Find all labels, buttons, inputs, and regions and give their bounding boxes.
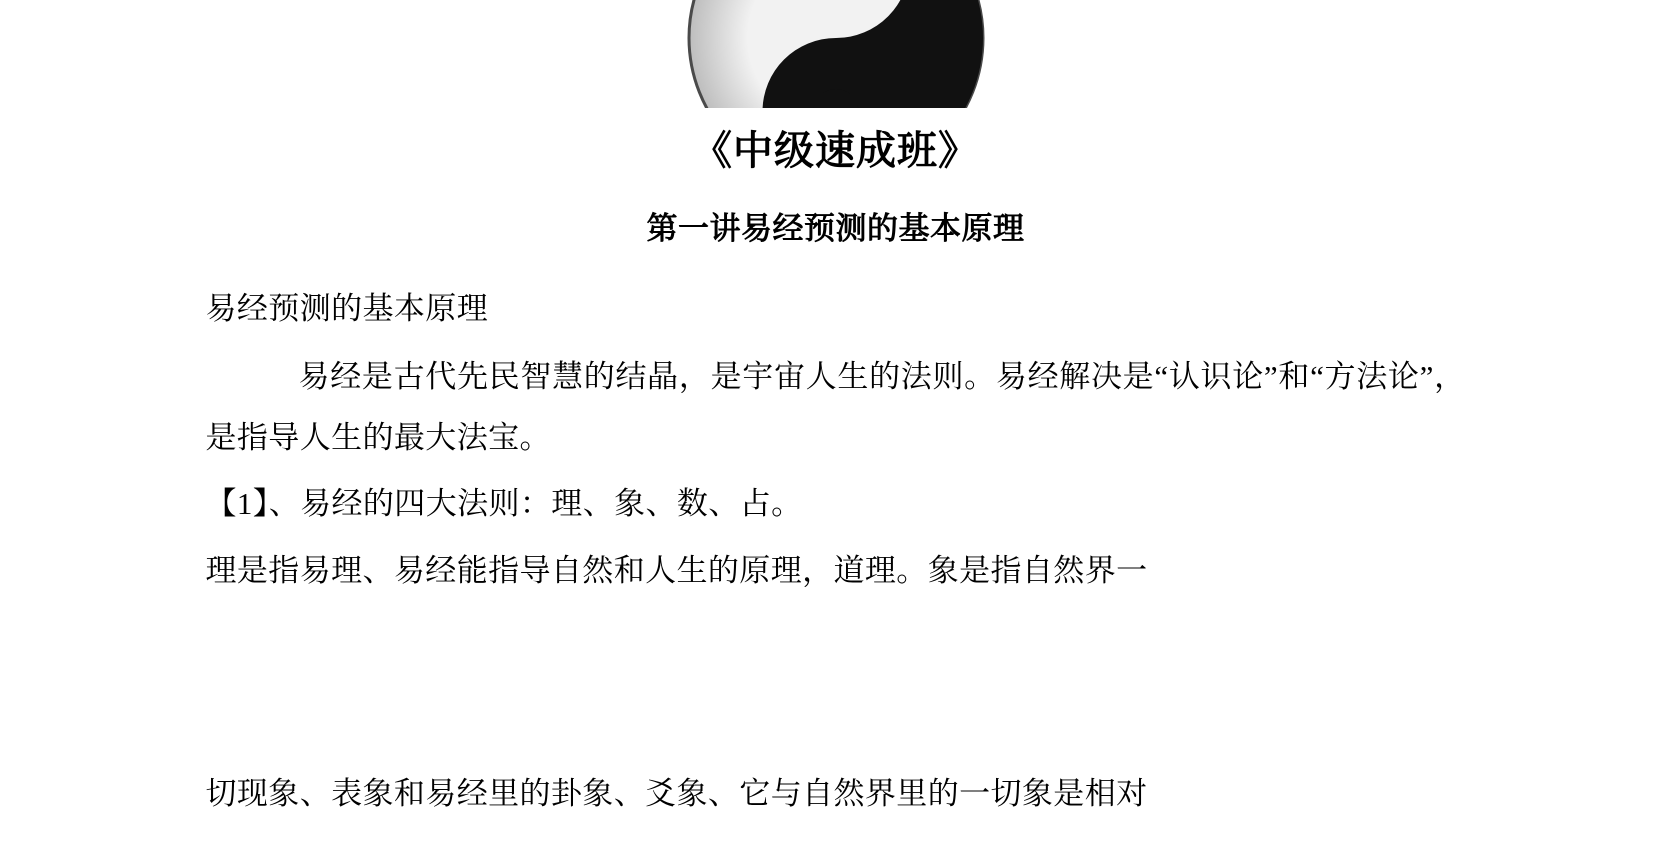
figure-container [206, 0, 1466, 108]
paragraph-2: 理是指易理、易经能指导自然和人生的原理，道理。象是指自然界一 [205, 552, 1148, 588]
page-title: 《中级速成班》 [692, 128, 979, 173]
taiji-icon [686, 0, 986, 108]
taiji-image-inner [668, 0, 1003, 108]
taiji-yin-yang-image [668, 0, 1003, 108]
paragraph-3-clipped: 切现象、表象和易经里的卦象、爻象、它与自然界里的一切象是相对 [205, 776, 1148, 811]
paragraph-heading-line: 易经预测的基本原理 [205, 290, 489, 326]
document-content [206, 0, 1466, 601]
paragraph-list-item-1: 【1】、易经的四大法则：理、象、数、占。 [205, 486, 803, 522]
section-title: 第一讲易经预测的基本原理 [646, 211, 1025, 246]
paragraph-1: 易经是古代先民智慧的结晶，是宇宙人生的法则。易经解决是“认识论”和“方法论”，是指导人生的最大法宝。 [205, 359, 1466, 455]
paragraph-clipped-region [0, 770, 1671, 857]
